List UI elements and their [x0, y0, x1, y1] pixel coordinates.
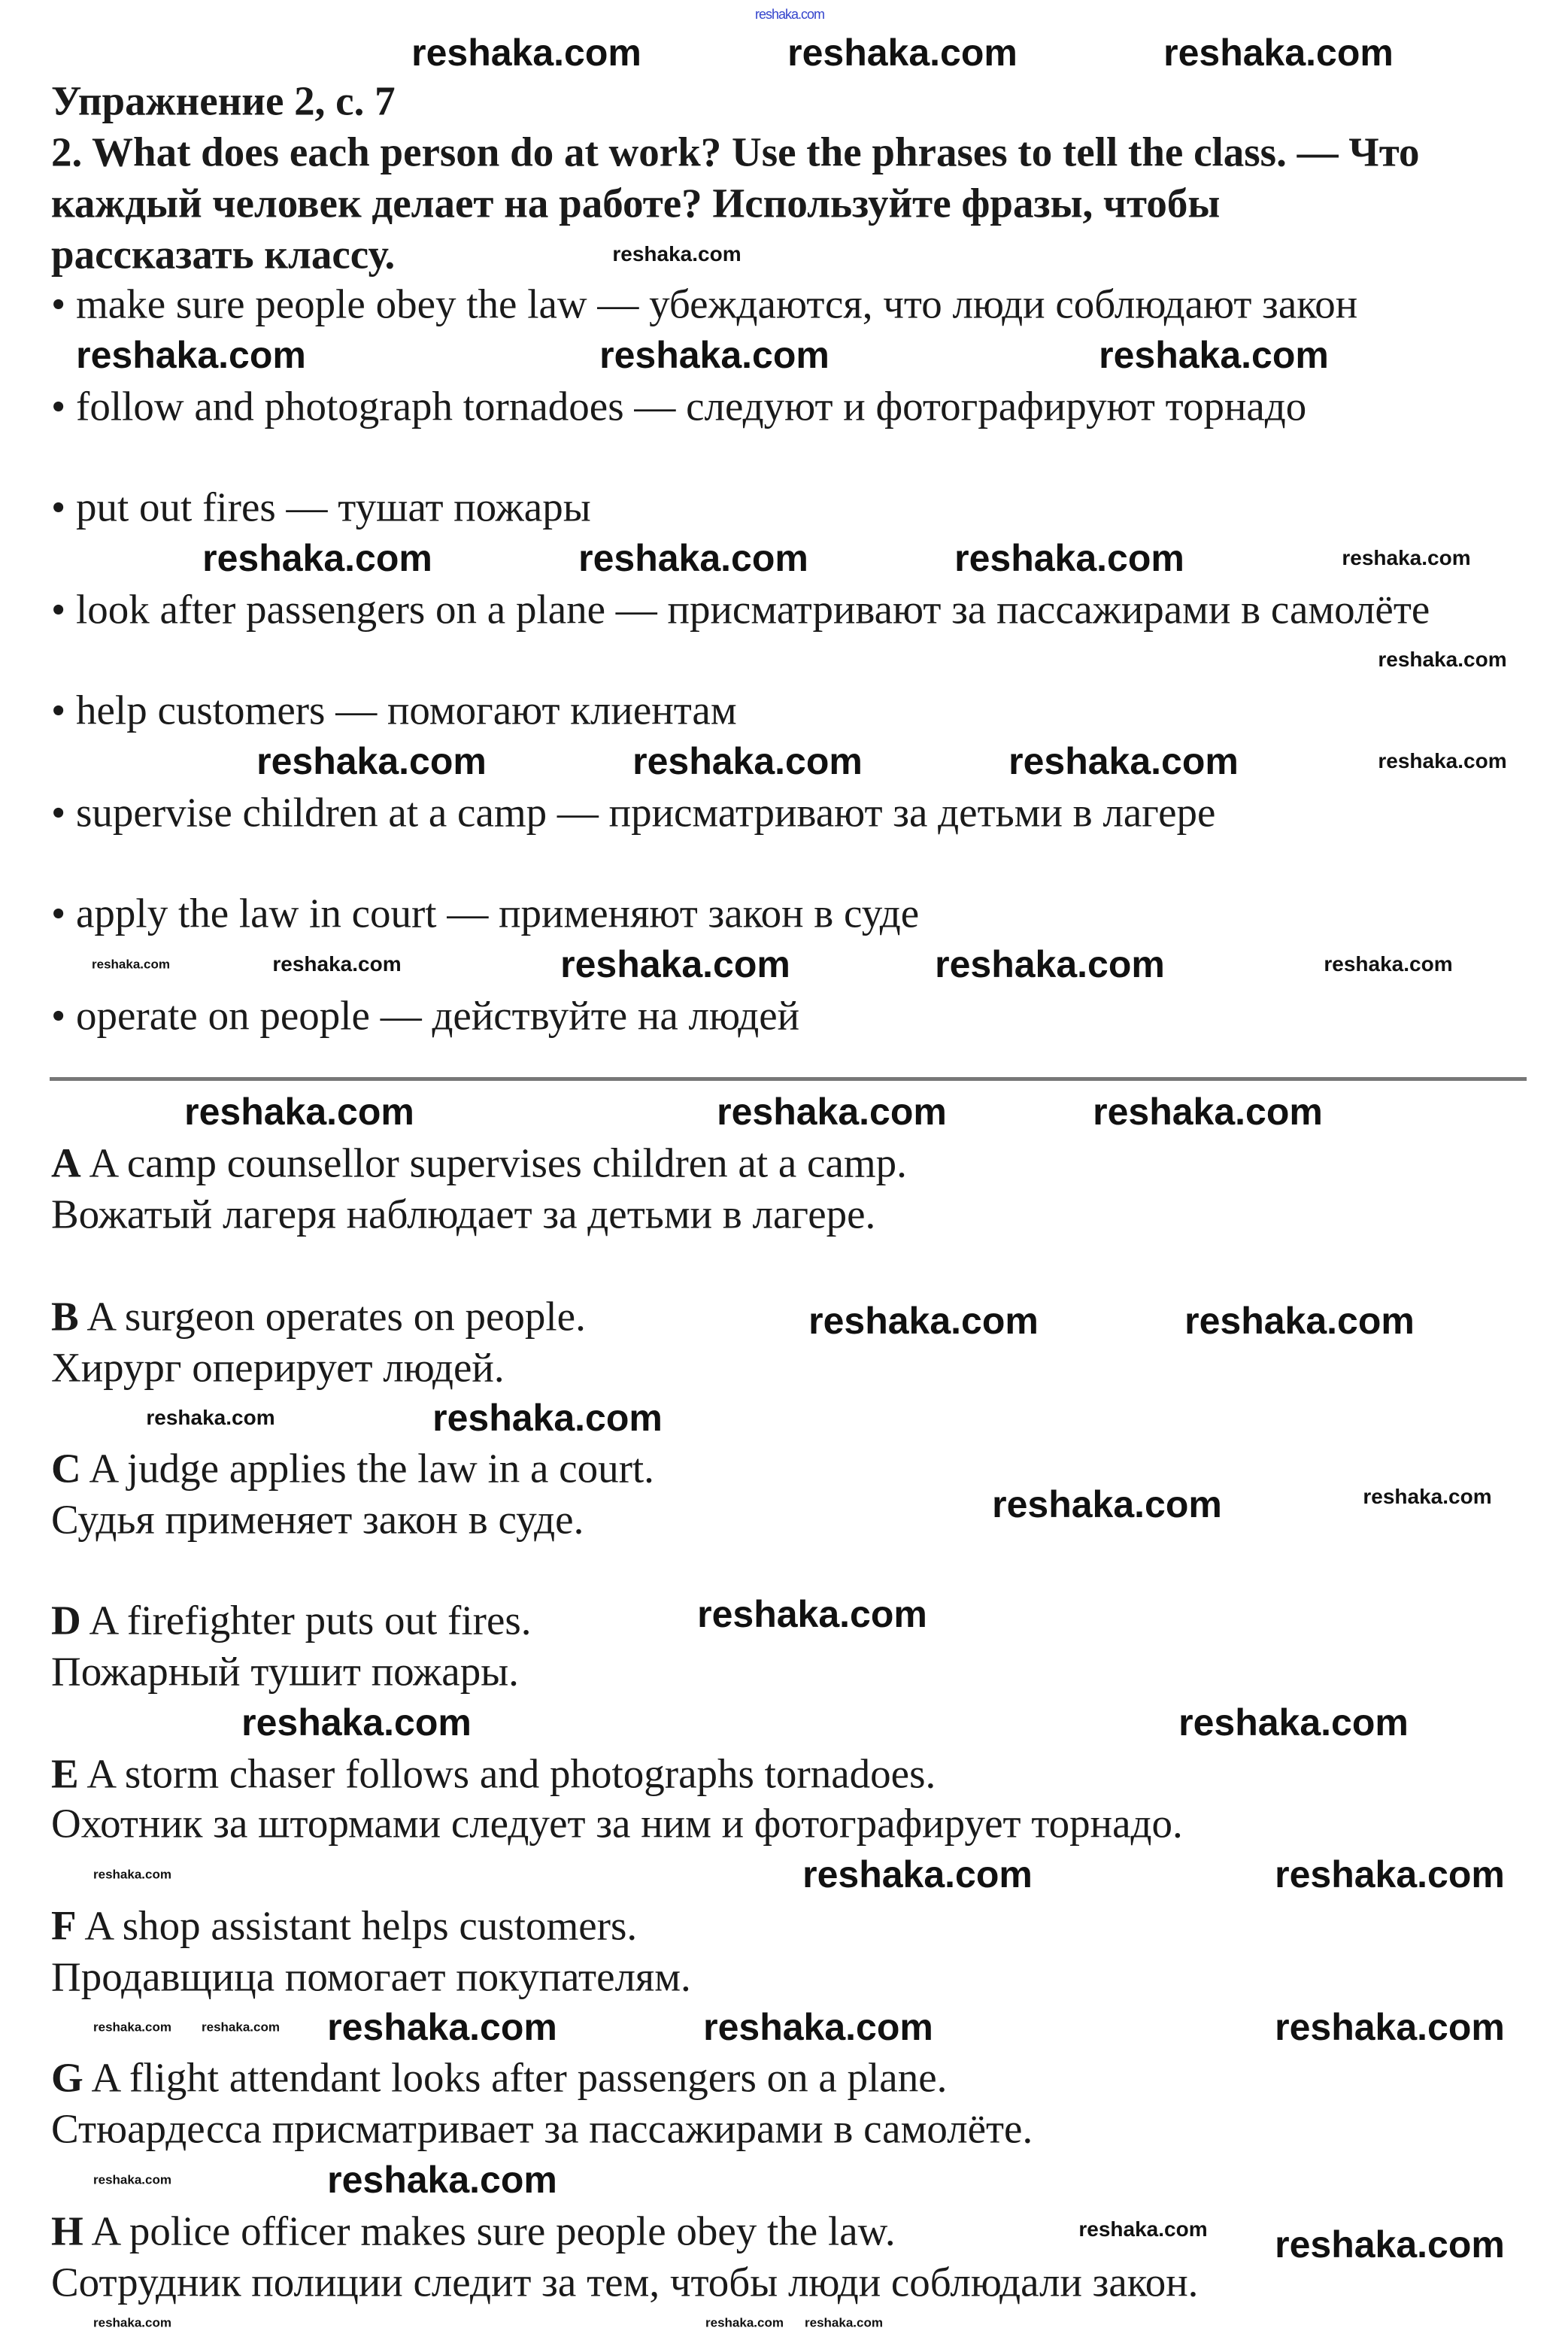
watermark: reshaka.com: [1363, 1485, 1492, 1508]
answer-letter: A: [51, 1140, 81, 1186]
watermark: reshaka.com: [1378, 648, 1507, 671]
watermark: reshaka.com: [703, 2006, 933, 2048]
watermark: reshaka.com: [202, 537, 432, 579]
answer-ru: Пожарный тушит пожары.: [51, 1648, 519, 1695]
answer-letter: F: [51, 1902, 77, 1949]
watermark: reshaka.com: [92, 957, 170, 972]
watermark: reshaka.com: [612, 242, 742, 266]
answer-en: [51, 1597, 532, 1643]
phrase-item: • put out fires — тушат пожары: [51, 484, 591, 530]
phrase-item: • supervise children at a camp — присматривают за детьми в лагере: [51, 789, 1216, 836]
watermark: reshaka.com: [184, 1091, 414, 1133]
answer-en: [51, 1140, 907, 1186]
watermark: reshaka.com: [93, 2172, 171, 2187]
watermark: reshaka.com: [327, 2006, 557, 2048]
answer-letter: E: [51, 1750, 79, 1797]
answer-en: [51, 1750, 936, 1797]
answer-text: A surgeon operates on people.: [86, 1293, 586, 1340]
task-line: каждый человек делает на работе? Используйте фразы, чтобы: [51, 180, 1221, 226]
watermark: reshaka.com: [432, 1397, 663, 1439]
watermark: reshaka.com: [1008, 740, 1239, 782]
watermark: reshaka.com: [802, 1853, 1033, 1895]
watermark: reshaka.com: [787, 32, 1018, 74]
watermark: reshaka.com: [1178, 1701, 1409, 1744]
answer-text: A police officer makes sure people obey the law.: [91, 2208, 896, 2254]
watermark: reshaka.com: [808, 1300, 1039, 1342]
answer-en: [51, 1902, 638, 1949]
watermark: reshaka.com: [1099, 334, 1329, 376]
watermark: reshaka.com: [935, 943, 1165, 985]
watermark: reshaka.com: [1324, 952, 1453, 976]
watermark: reshaka.com: [805, 2315, 883, 2330]
watermark: reshaka.com: [146, 1406, 275, 1429]
answer-letter: B: [51, 1293, 79, 1340]
answer-ru: Охотник за штормами следует за ним и фотографирует торнадо.: [51, 1800, 1183, 1847]
answer-en: [51, 1293, 586, 1340]
answer-ru: Судья применяет закон в суде.: [51, 1496, 584, 1543]
answer-text: A judge applies the law in a court.: [89, 1445, 654, 1492]
answer-letter: D: [51, 1597, 81, 1643]
answer-text: A flight attendant looks after passengers on a plane.: [91, 2054, 948, 2101]
watermark: reshaka.com: [705, 2315, 784, 2330]
phrase-item: • apply the law in court — применяют закон в суде: [51, 890, 920, 936]
watermark: reshaka.com: [1275, 2006, 1505, 2048]
watermark: reshaka.com: [1078, 2217, 1208, 2241]
watermark: reshaka.com: [1184, 1300, 1415, 1342]
answer-letter: G: [51, 2054, 83, 2101]
answer-ru: Сотрудник полиции следит за тем, чтобы люди соблюдали закон.: [51, 2259, 1199, 2305]
phrase-item: • look after passengers on a plane — присматривают за пассажирами в самолёте: [51, 586, 1430, 633]
top-watermark: reshaka.com: [754, 7, 825, 22]
watermark: reshaka.com: [632, 740, 863, 782]
watermark: reshaka.com: [327, 2159, 557, 2201]
watermark: reshaka.com: [1275, 2223, 1505, 2266]
watermark: reshaka.com: [599, 334, 829, 376]
watermark: reshaka.com: [241, 1701, 472, 1744]
answer-text: A shop assistant helps customers.: [84, 1902, 638, 1949]
watermark: reshaka.com: [697, 1593, 927, 1635]
watermark: reshaka.com: [93, 1867, 171, 1882]
watermark: reshaka.com: [1275, 1853, 1505, 1895]
watermark: reshaka.com: [717, 1091, 947, 1133]
task-line: рассказать классу.: [51, 231, 396, 278]
answer-ru: Продавщица помогает покупателям.: [51, 1953, 691, 2000]
answer-text: A storm chaser follows and photographs tornadoes.: [86, 1750, 936, 1797]
watermark: reshaka.com: [202, 2020, 280, 2035]
watermark: reshaka.com: [272, 952, 402, 976]
watermark: reshaka.com: [1093, 1091, 1323, 1133]
watermark: reshaka.com: [578, 537, 808, 579]
watermark: reshaka.com: [992, 1483, 1222, 1525]
answer-text: A camp counsellor supervises children at a camp.: [89, 1140, 907, 1186]
answer-ru: Вожатый лагеря наблюдает за детьми в лагере.: [51, 1191, 876, 1237]
watermark: reshaka.com: [93, 2020, 171, 2035]
watermark: reshaka.com: [1342, 546, 1471, 569]
phrase-item: • follow and photograph tornadoes — следуют и фотографируют торнадо: [51, 383, 1307, 429]
answer-ru: Стюардесса присматривает за пассажирами в самолёте.: [51, 2105, 1033, 2152]
answer-letter: C: [51, 1445, 81, 1492]
exercise-title: Упражнение 2, с. 7: [51, 77, 396, 124]
answer-ru: Хирург оперирует людей.: [51, 1344, 505, 1391]
task-line: 2. What does each person do at work? Use the phrases to tell the class. — Что: [51, 129, 1420, 175]
watermark: reshaka.com: [93, 2315, 171, 2330]
answer-text: A firefighter puts out fires.: [89, 1597, 532, 1643]
watermark: reshaka.com: [1163, 32, 1394, 74]
watermark: reshaka.com: [560, 943, 790, 985]
answer-letter: H: [51, 2208, 83, 2254]
phrase-item: • make sure people obey the law — убеждаются, что люди соблюдают закон: [51, 281, 1358, 327]
divider: [50, 1077, 1527, 1081]
watermark: reshaka.com: [954, 537, 1184, 579]
watermark: reshaka.com: [256, 740, 487, 782]
answer-en: [51, 1445, 654, 1492]
watermark: reshaka.com: [76, 334, 306, 376]
phrase-item: • operate on people — действуйте на людей: [51, 992, 800, 1039]
watermark: reshaka.com: [411, 32, 641, 74]
answer-en: [51, 2208, 896, 2254]
answer-en: [51, 2054, 948, 2101]
phrase-item: • help customers — помогают клиентам: [51, 687, 737, 733]
watermark: reshaka.com: [1378, 749, 1507, 772]
